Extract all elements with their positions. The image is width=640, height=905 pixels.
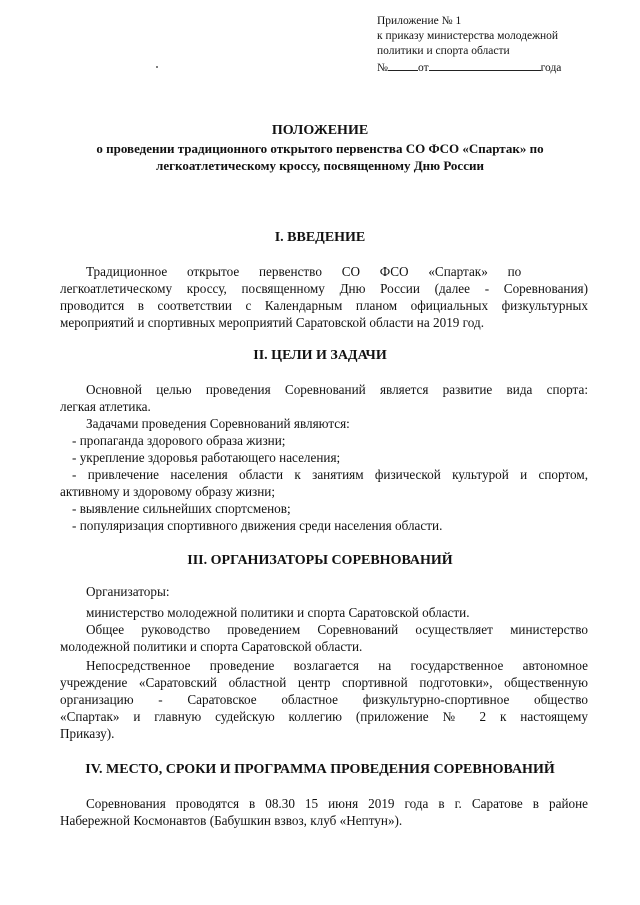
section-2-item-2: - укрепление здоровья работающего населения; xyxy=(72,450,341,465)
appendix-line-2: к приказу министерства молодежной xyxy=(377,30,559,42)
section-3-direct-5: Приказу). xyxy=(60,726,115,741)
title-sub-line-1: о проведении традиционного открытого первенства СО ФСО «Спартак» по xyxy=(96,141,544,156)
section-4-line-1: Соревнования проводятся в 08.30 15 июня 2019 года в г. Саратове в районе xyxy=(86,796,588,811)
appendix-date-prefix: от xyxy=(417,62,429,74)
date-blank xyxy=(429,59,541,71)
appendix-header xyxy=(377,14,617,76)
section-4-heading: IV. МЕСТО, СРОКИ И ПРОГРАММА ПРОВЕДЕНИЯ СОРЕВНОВАНИЙ xyxy=(85,762,555,777)
section-1-line-1: Традиционное открытое первенство СО ФСО «Спартак» по xyxy=(86,264,522,279)
section-2-item-3-cont: активному и здоровому образу жизни; xyxy=(60,484,276,499)
title-sub-line-2: легкоатлетическому кроссу, посвященному Дню России xyxy=(156,158,484,173)
section-1-heading: I. ВВЕДЕНИЕ xyxy=(274,230,366,245)
scan-speck xyxy=(156,66,158,68)
section-2-text xyxy=(60,381,588,534)
section-2-item-3: - привлечение населения области к занятиям физической культурой и спортом, xyxy=(72,467,588,482)
section-2-item-1: - пропаганда здорового образа жизни; xyxy=(72,433,286,448)
number-blank xyxy=(388,59,418,71)
section-3-org-label: Организаторы: xyxy=(86,584,170,599)
section-2-item-5: - популяризация спортивного движения среди населения области. xyxy=(72,518,443,533)
section-3-direct-1: Непосредственное проведение возлагается на государственное автономное xyxy=(86,658,588,673)
section-2-tasks-intro: Задачами проведения Соревнований являются: xyxy=(86,416,350,431)
section-3-general-1: Общее руководство проведением Соревнований осуществляет министерство xyxy=(86,622,588,637)
section-1-line-3: проводится в соответствии с Календарным планом официальных физкультурных xyxy=(60,298,588,313)
section-1-line-4: мероприятий и спортивных мероприятий Саратовской области на 2019 год. xyxy=(60,315,484,330)
appendix-line-1: Приложение № 1 xyxy=(377,15,462,27)
section-1-line-2: легкоатлетическому кроссу, посвященному Дню России (далее - Соревнования) xyxy=(60,281,588,296)
section-3-general-2: молодежной политики и спорта Саратовской области. xyxy=(60,639,363,654)
document-title xyxy=(30,122,610,174)
section-3-text xyxy=(60,583,588,742)
section-3-org-name: министерство молодежной политики и спорта Саратовской области. xyxy=(86,605,470,620)
section-1-text xyxy=(60,263,588,331)
section-3-heading: III. ОРГАНИЗАТОРЫ СОРЕВНОВАНИЙ xyxy=(187,553,453,568)
section-4-text xyxy=(60,795,588,829)
section-2-heading: II. ЦЕЛИ И ЗАДАЧИ xyxy=(253,348,387,363)
section-3-direct-2: учреждение «Саратовский областной центр спортивной подготовки», общественную xyxy=(60,675,588,690)
section-4-line-2: Набережной Космонавтов (Бабушкин взвоз, клуб «Нептун»). xyxy=(60,813,403,828)
section-2-intro-2: легкая атлетика. xyxy=(60,399,151,414)
section-2-item-4: - выявление сильнейших спортсменов; xyxy=(72,501,291,516)
appendix-num-prefix: № xyxy=(377,62,388,74)
title-main: ПОЛОЖЕНИЕ xyxy=(271,123,369,138)
section-2-intro-1: Основной целью проведения Соревнований является развитие вида спорта: xyxy=(86,382,588,397)
appendix-date-suffix: года xyxy=(540,62,562,74)
section-3-direct-4: «Спартак» и главную судейскую коллегию (приложение № 2 к настоящему xyxy=(60,709,588,724)
appendix-line-3: политики и спорта области xyxy=(377,45,510,57)
appendix-line-4 xyxy=(377,59,617,76)
section-3-direct-3: организацию - Саратовское областное физкультурно-спортивное общество xyxy=(60,692,588,707)
